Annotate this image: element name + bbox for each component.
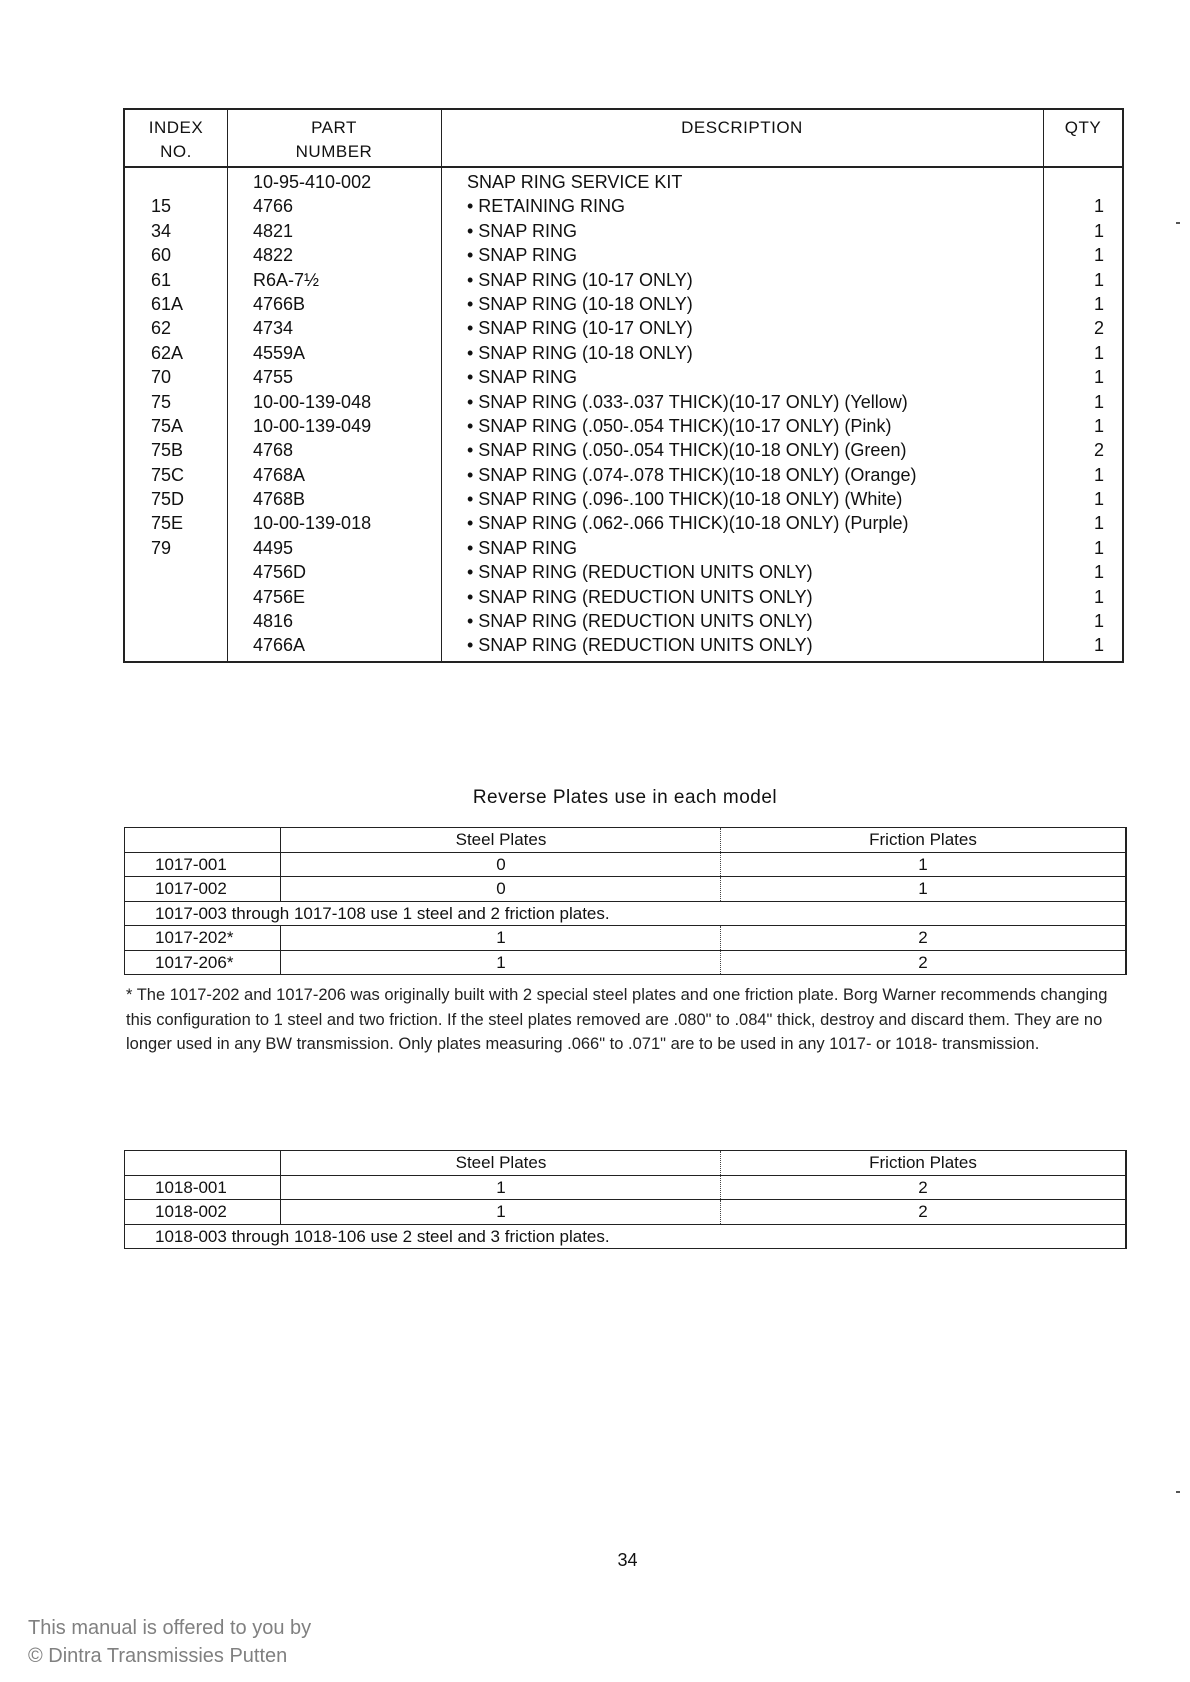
table-row — [125, 853, 1125, 878]
header-part — [227, 116, 441, 164]
qty-cell: 1 — [1093, 391, 1104, 412]
friction-count-cell: 2 — [720, 926, 1125, 950]
description-cell: • SNAP RING (.062-.066 THICK)(10-18 ONLY) (Purple) — [467, 513, 909, 534]
part-number-cell: 4756E — [253, 586, 306, 607]
qty-cell: 1 — [1093, 196, 1104, 217]
index-cell: 75C — [151, 464, 185, 485]
table-row — [125, 390, 1122, 414]
table-row — [125, 1225, 1125, 1249]
plates-table-1017 — [124, 827, 1127, 975]
model-cell: 1017-202* — [155, 928, 234, 947]
table-row — [125, 926, 1125, 951]
steel-count-cell: 1 — [280, 951, 721, 975]
model-cell: 1017-002 — [155, 879, 227, 898]
plates-header-row — [125, 1151, 1125, 1176]
span-note: 1018-003 through 1018-106 use 2 steel and 3 friction plates. — [155, 1226, 610, 1246]
table-row — [125, 316, 1122, 340]
part-number-cell: 4559A — [253, 342, 306, 363]
index-cell: 34 — [151, 220, 172, 241]
part-number-cell: 10-00-139-049 — [253, 415, 372, 436]
model-cell: 1018-001 — [155, 1177, 227, 1197]
plates-header-row — [125, 828, 1125, 853]
model-cell: 1018-002 — [155, 1202, 227, 1221]
table-row — [125, 341, 1122, 365]
header-index-line1: INDEX — [148, 118, 204, 137]
table-row — [125, 536, 1122, 560]
index-cell: 75 — [151, 391, 172, 412]
index-cell: 61A — [151, 293, 184, 314]
footnote: * The 1017-202 and 1017-206 was originally built with 2 special steel plates and one friction plate. Borg Warner recommends changing this configuration to 1 steel and two friction. If the steel plates removed are .080" to .084" thick, destroy and discard them. They are no longer used in any BW transmission. Only plates measuring .066" to .071" are to be used in any 1017- or 1018- transmission. — [126, 986, 1108, 1053]
part-number-cell: 4816 — [253, 611, 294, 632]
table-row — [125, 268, 1122, 292]
qty-cell: 1 — [1093, 220, 1104, 241]
qty-cell: 1 — [1093, 537, 1104, 558]
description-cell: • SNAP RING (10-17 ONLY) — [467, 318, 693, 339]
qty-cell: 1 — [1093, 562, 1104, 583]
parts-table — [123, 108, 1124, 663]
table-row — [125, 951, 1125, 975]
qty-cell: 1 — [1093, 269, 1104, 290]
table-row — [125, 560, 1122, 584]
description-cell: • SNAP RING (.033-.037 THICK)(10-17 ONLY) (Yellow) — [467, 391, 908, 412]
friction-plates-header: Friction Plates — [720, 1151, 1125, 1175]
qty-cell: 1 — [1093, 464, 1104, 485]
qty-cell: 1 — [1093, 635, 1104, 656]
steel-count-cell: 1 — [280, 1176, 721, 1200]
description-cell: • SNAP RING — [467, 367, 577, 388]
index-cell: 15 — [151, 196, 172, 217]
steel-plates-header: Steel Plates — [280, 1151, 721, 1175]
index-cell: 79 — [151, 537, 172, 558]
table-row — [125, 438, 1122, 462]
table-row — [125, 219, 1122, 243]
description-cell: • SNAP RING (.096-.100 THICK)(10-18 ONLY) (White) — [467, 489, 903, 510]
description-cell: SNAP RING SERVICE KIT — [467, 172, 683, 192]
qty-cell: 1 — [1093, 586, 1104, 607]
page-number: 34 — [617, 1550, 638, 1570]
table-row — [125, 365, 1122, 389]
description-cell: • SNAP RING (REDUCTION UNITS ONLY) — [467, 586, 813, 607]
qty-cell: 1 — [1093, 293, 1104, 314]
scan-speck — [1176, 222, 1180, 224]
table-row — [125, 1200, 1125, 1225]
table-row — [125, 170, 1122, 194]
table-row — [125, 877, 1125, 902]
qty-cell: 1 — [1093, 342, 1104, 363]
header-part-line1: PART — [311, 118, 357, 137]
header-qty: QTY — [1064, 118, 1102, 137]
plates-table-1018 — [124, 1150, 1127, 1249]
steel-count-cell: 0 — [280, 877, 721, 901]
table-row — [125, 487, 1122, 511]
part-number-cell: 10-00-139-048 — [253, 391, 372, 412]
friction-count-cell: 1 — [720, 853, 1125, 877]
table-row — [125, 511, 1122, 535]
friction-count-cell: 2 — [720, 951, 1125, 975]
part-number-cell: 10-00-139-018 — [253, 513, 372, 534]
part-number-cell: 4768B — [253, 489, 306, 510]
index-cell: 75D — [151, 489, 185, 510]
steel-count-cell: 1 — [280, 926, 721, 950]
index-cell: 75B — [151, 440, 184, 461]
part-number-cell: 4766B — [253, 293, 306, 314]
credit-line-2: © Dintra Transmissies Putten — [28, 1645, 288, 1667]
scan-speck — [1176, 1491, 1180, 1493]
part-number-cell: R6A-7½ — [253, 269, 320, 290]
table-row — [125, 463, 1122, 487]
qty-cell: 1 — [1093, 489, 1104, 510]
index-cell: 62A — [151, 342, 184, 363]
model-cell: 1017-206* — [155, 952, 234, 972]
table-row — [125, 609, 1122, 633]
span-note: 1017-003 through 1017-108 use 1 steel and 2 friction plates. — [155, 903, 610, 923]
qty-cell: 1 — [1093, 367, 1104, 388]
steel-count-cell: 0 — [280, 853, 721, 877]
part-number-cell: 4766 — [253, 196, 294, 217]
friction-count-cell: 2 — [720, 1200, 1125, 1224]
description-cell: • SNAP RING (10-18 ONLY) — [467, 293, 693, 314]
table-row — [125, 585, 1122, 609]
qty-cell: 2 — [1093, 440, 1104, 461]
credit-line-1: This manual is offered to you by — [28, 1617, 312, 1639]
friction-plates-header: Friction Plates — [720, 828, 1125, 852]
part-number-cell: 4768 — [253, 440, 294, 461]
qty-cell: 1 — [1093, 611, 1104, 632]
part-number-cell: 10-95-410-002 — [253, 172, 372, 192]
description-cell: • SNAP RING (.050-.054 THICK)(10-18 ONLY) (Green) — [467, 440, 907, 461]
description-cell: • RETAINING RING — [467, 196, 625, 217]
table-row — [125, 1176, 1125, 1201]
index-cell: 75A — [151, 415, 184, 436]
header-description: DESCRIPTION — [681, 118, 803, 137]
part-number-cell: 4766A — [253, 635, 306, 656]
index-cell: 75E — [151, 513, 184, 534]
description-cell: • SNAP RING (10-18 ONLY) — [467, 342, 693, 363]
description-cell: • SNAP RING — [467, 245, 577, 266]
part-number-cell: 4822 — [253, 245, 294, 266]
header-index — [125, 116, 227, 164]
part-number-cell: 4756D — [253, 562, 307, 583]
description-cell: • SNAP RING (REDUCTION UNITS ONLY) — [467, 611, 813, 632]
steel-count-cell: 1 — [280, 1200, 721, 1224]
qty-cell: 1 — [1093, 245, 1104, 266]
description-cell: • SNAP RING — [467, 537, 577, 558]
index-cell: 60 — [151, 245, 172, 266]
reverse-plates-caption: Reverse Plates use in each model — [472, 787, 778, 808]
friction-count-cell: 2 — [720, 1176, 1125, 1200]
credit-note — [28, 1614, 311, 1670]
index-cell: 61 — [151, 269, 172, 290]
steel-plates-header: Steel Plates — [280, 828, 721, 852]
part-number-cell: 4821 — [253, 220, 294, 241]
part-number-cell: 4768A — [253, 464, 306, 485]
table-row — [125, 633, 1122, 657]
part-number-cell: 4495 — [253, 537, 294, 558]
description-cell: • SNAP RING — [467, 220, 577, 241]
description-cell: • SNAP RING (.074-.078 THICK)(10-18 ONLY) (Orange) — [467, 464, 917, 485]
qty-cell: 2 — [1093, 318, 1104, 339]
parts-table-body — [125, 170, 1122, 658]
description-cell: • SNAP RING (.050-.054 THICK)(10-17 ONLY) (Pink) — [467, 415, 892, 436]
header-part-line2: NUMBER — [295, 142, 373, 161]
description-cell: • SNAP RING (REDUCTION UNITS ONLY) — [467, 562, 813, 583]
model-cell: 1017-001 — [155, 854, 227, 874]
part-number-cell: 4755 — [253, 367, 294, 388]
description-cell: • SNAP RING (10-17 ONLY) — [467, 269, 693, 290]
friction-count-cell: 1 — [720, 877, 1125, 901]
header-index-line2: NO. — [160, 142, 192, 161]
qty-cell: 1 — [1093, 513, 1104, 534]
description-cell: • SNAP RING (REDUCTION UNITS ONLY) — [467, 635, 813, 656]
qty-cell: 1 — [1093, 415, 1104, 436]
part-number-cell: 4734 — [253, 318, 294, 339]
index-cell: 62 — [151, 318, 172, 339]
table-row — [125, 243, 1122, 267]
table-row — [125, 414, 1122, 438]
table-row — [125, 292, 1122, 316]
index-cell: 70 — [151, 367, 172, 388]
table-row — [125, 902, 1125, 927]
table-row — [125, 194, 1122, 218]
